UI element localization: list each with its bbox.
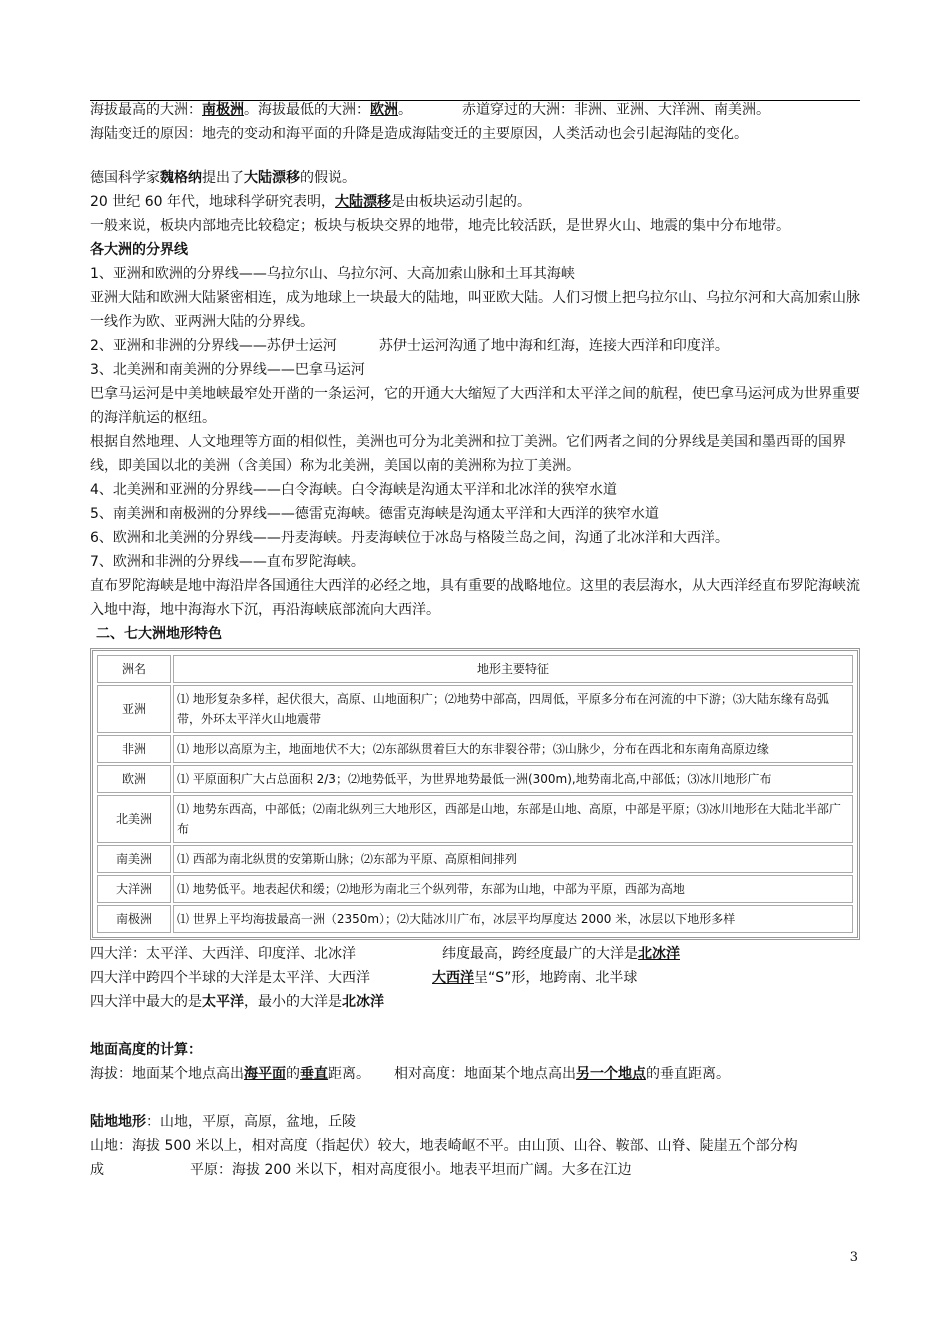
text: 呈“S”形，地跨南、北半球 xyxy=(474,970,638,986)
highlight-europe: 欧洲 xyxy=(370,102,398,118)
boundary-1-desc: 亚洲大陆和欧洲大陆紧密相连，成为地球上一块最大的陆地，叫亚欧大陆。人们习惯上把乌拉尔山、乌拉尔河和大高加索山脉一线作为欧、亚两洲大陆的分界线。 xyxy=(90,290,860,330)
text: ，最小的大洋是 xyxy=(244,994,342,1010)
text: 四大洋中跨四个半球的大洋是太平洋、大西洋 xyxy=(90,970,370,986)
document-body xyxy=(90,98,860,1182)
highlight-pacific: 太平洋 xyxy=(202,994,244,1010)
landform-mountain: 山地：海拔 500 米以上，相对高度（指起伏）较大，地表崎岖不平。由山顶、山谷、鞍部、山脊、陡崖五个部分构 xyxy=(90,1138,798,1154)
text: 海拔最高的大洲： xyxy=(90,102,202,118)
text: 四大洋中最大的是 xyxy=(90,994,202,1010)
table-header-row xyxy=(97,655,853,683)
oceans-line-2 xyxy=(90,966,860,990)
column-header-name: 洲名 xyxy=(97,655,171,683)
continent-feature: ⑴ 平原面积广大占总面积 2/3；⑵地势低平，为世界地势最低一洲(300m),地势南北高,中部低；⑶冰川地形广布 xyxy=(173,765,853,793)
text: 。海拔最低的大洲： xyxy=(244,102,370,118)
text: 的垂直距离。 xyxy=(646,1066,730,1082)
text: 赤道穿过的大洲：非洲、亚洲、大洋洲、南美洲。 xyxy=(462,102,770,118)
continent-name: 南美洲 xyxy=(97,845,171,873)
continent-name: 南极洲 xyxy=(97,905,171,933)
text: 的 xyxy=(286,1066,300,1082)
continent-feature: ⑴ 西部为南北纵贯的安第斯山脉；⑵东部为平原、高原相间排列 xyxy=(173,845,853,873)
highlight-arctic: 北冰洋 xyxy=(342,994,384,1010)
text: 2、亚洲和非洲的分界线——苏伊士运河 xyxy=(90,338,337,354)
continent-feature: ⑴ 地形以高原为主，地面地伏不大；⑵东部纵贯着巨大的东非裂谷带；⑶山脉少，分布在西北和东南角高原边缘 xyxy=(173,735,853,763)
continent-feature: ⑴ 地势低平。地表起伏和缓；⑵地形为南北三个纵列带，东部为山地，中部为平原，西部为高地 xyxy=(173,875,853,903)
text: 四大洋：太平洋、大西洋、印度洋、北冰洋 xyxy=(90,946,356,962)
landform-plain xyxy=(90,1158,860,1182)
highlight-drift: 大陆漂移 xyxy=(334,194,391,210)
table-row xyxy=(97,735,853,763)
text: 相对高度：地面某个地点高出 xyxy=(394,1066,576,1082)
oceans-line-3 xyxy=(90,990,860,1014)
para-plate-tectonics xyxy=(90,190,860,214)
text: 平原：海拔 200 米以下，相对高度很小。地表平坦而广阔。大多在江边 xyxy=(190,1162,632,1178)
highlight-antarctica: 南极洲 xyxy=(202,102,244,118)
boundary-7-desc: 直布罗陀海峡是地中海沿岸各国通往大西洋的必经之地，具有重要的战略地位。这里的表层海水，从大西洋经直布罗陀海峡流入地中海，地中海海水下沉，再沿海峡底部流向大西洋。 xyxy=(90,578,860,618)
table-row xyxy=(97,845,853,873)
text: 20 世纪 60 年代，地球科学研究表明， xyxy=(90,194,335,210)
text: 成 xyxy=(90,1162,104,1178)
continent-feature: ⑴ 地势东西高，中部低；⑵南北纵列三大地形区，西部是山地，东部是山地、高原，中部是平原；⑶冰川地形在大陆北半部广布 xyxy=(173,795,853,843)
boundary-3-desc2: 根据自然地理、人文地理等方面的相似性，美洲也可分为北美洲和拉丁美洲。它们两者之间的分界线是美国和墨西哥的国界线，即美国以北的美洲（含美国）称为北美洲，美国以南的美洲称为拉丁美洲。 xyxy=(90,434,846,474)
para-continents-elevation xyxy=(90,98,860,122)
section-heading-height: 地面高度的计算： xyxy=(90,1042,202,1058)
text: 提出了 xyxy=(202,170,244,186)
para-plate-activity: 一般来说，板块内部地壳比较稳定；板块与板块交界的地带，地壳比较活跃，是世界火山、地震的集中分布地带。 xyxy=(90,218,790,234)
highlight-atlantic: 大西洋 xyxy=(432,970,474,986)
continent-name: 大洋洲 xyxy=(97,875,171,903)
continent-name: 非洲 xyxy=(97,735,171,763)
para-wegener xyxy=(90,166,860,190)
boundary-2 xyxy=(90,334,860,358)
text: 的假说。 xyxy=(300,170,356,186)
text: 。 xyxy=(398,102,412,118)
continent-feature: ⑴ 世界上平均海拔最高一洲（2350m）；⑵大陆冰川广布，冰层平均厚度达 2000 米，冰层以下地形多样 xyxy=(173,905,853,933)
continent-name: 北美洲 xyxy=(97,795,171,843)
highlight-arctic: 北冰洋 xyxy=(638,946,680,962)
boundary-7: 7、欧洲和非洲的分界线——直布罗陀海峡。 xyxy=(90,554,365,570)
table-row xyxy=(97,685,853,733)
table-row xyxy=(97,795,853,843)
continent-feature: ⑴ 地形复杂多样，起伏很大，高原、山地面积广；⑵地势中部高，四周低，平原多分布在河流的中下游；⑶大陆东缘有岛弧带，外环太平洋火山地震带 xyxy=(173,685,853,733)
table-row xyxy=(97,875,853,903)
landform-heading xyxy=(90,1110,860,1134)
text: 陆地地形 xyxy=(90,1114,146,1130)
highlight-drift: 大陆漂移 xyxy=(244,170,300,186)
page-number: 3 xyxy=(849,1250,858,1265)
boundary-5: 5、南美洲和南极洲的分界线——德雷克海峡。德雷克海峡是沟通太平洋和大西洋的狭窄水道 xyxy=(90,506,659,522)
column-header-feature: 地形主要特征 xyxy=(173,655,853,683)
terrain-table xyxy=(90,648,860,940)
section-heading-boundaries: 各大洲的分界线 xyxy=(90,242,188,258)
text: ：山地，平原，高原，盆地，丘陵 xyxy=(146,1114,356,1130)
table-row xyxy=(97,905,853,933)
text: 距离。 xyxy=(328,1066,370,1082)
boundary-4: 4、北美洲和亚洲的分界线——白令海峡。白令海峡是沟通太平洋和北冰洋的狭窄水道 xyxy=(90,482,617,498)
text: 海拔：地面某个地点高出 xyxy=(90,1066,244,1082)
continent-name: 欧洲 xyxy=(97,765,171,793)
text: 是由板块运动引起的。 xyxy=(390,194,531,210)
para-sea-land-change: 海陆变迁的原因：地壳的变动和海平面的升降是造成海陆变迁的主要原因，人类活动也会引起海陆的变化。 xyxy=(90,126,748,142)
highlight-other-point: 另一个地点 xyxy=(576,1066,646,1082)
oceans-line-1 xyxy=(90,942,860,966)
table-row xyxy=(97,765,853,793)
continent-name: 亚洲 xyxy=(97,685,171,733)
text: 苏伊士运河沟通了地中海和红海，连接大西洋和印度洋。 xyxy=(378,338,729,354)
highlight-wegener: 魏格纳 xyxy=(160,170,202,186)
boundary-1: 1、亚洲和欧洲的分界线——乌拉尔山、乌拉尔河、大高加索山脉和土耳其海峡 xyxy=(90,266,575,282)
text: 纬度最高，跨经度最广的大洋是 xyxy=(442,946,638,962)
boundary-3: 3、北美洲和南美洲的分界线——巴拿马运河 xyxy=(90,362,365,378)
section-heading-terrain: 二、七大洲地形特色 xyxy=(96,626,222,642)
boundary-6: 6、欧洲和北美洲的分界线——丹麦海峡。丹麦海峡位于冰岛与格陵兰岛之间，沟通了北冰洋和大西洋。 xyxy=(90,530,729,546)
boundary-3-desc: 巴拿马运河是中美地峡最窄处开凿的一条运河，它的开通大大缩短了大西洋和太平洋之间的航程，使巴拿马运河成为世界重要的海洋航运的枢纽。 xyxy=(90,386,860,426)
height-definitions xyxy=(90,1062,860,1086)
highlight-vertical: 垂直 xyxy=(300,1066,328,1082)
text: 德国科学家 xyxy=(90,170,160,186)
highlight-sea-level: 海平面 xyxy=(244,1066,286,1082)
